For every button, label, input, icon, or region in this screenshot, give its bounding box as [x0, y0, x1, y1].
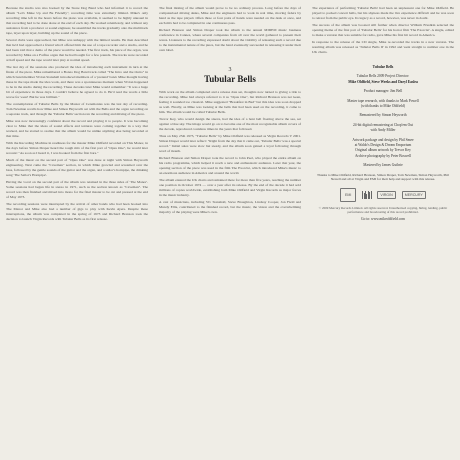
paragraph: Several clubs were approached, but Mike was unhappy with the limited results. He then described that he'd had approached a friend who'd offered him the use of a tape recorder and a studio, and he had been told that a demo of the piece would be needed. The first track, his piece of the organ, was recorded by Mike on a Farfisa organ that he had bought for a few pounds. The tracks were recorded at half speed and the tape would later play at normal speed.: [6, 37, 148, 62]
paragraph: The recording sessions were interrupted by the arrival of other bands who had been booked into The Manor and Mike also had a number of gigs to play with Kevin Ayers. Despite these interruptions, the album was completed in the spring of 1973 and Richard Branson took the decision to launch Virgin Records with Tubular Bells as its first release.: [6, 201, 148, 221]
credits-title: Tubular Bells: [372, 64, 394, 69]
credit-line: Master tape research, with thanks to Mark Powell: [347, 98, 419, 103]
barcode-icon: [362, 191, 371, 199]
chapter-title: Tubular Bells: [204, 73, 256, 84]
credit-line: with Andy Miller: [370, 128, 396, 133]
credit-line: Archive photography by Peter Boswell: [354, 153, 412, 158]
paragraph: Much of the music on the second part of "Opus One" was done at night with Simon Heyworth engineering. Next came the "Caveman" section, in which Mike growled and screamed over the bass, followed by the gentle sounds of the guitar and the organ, and a sailor's hornpipe, the drinking song 'The Sailor's Hornpipe'.: [6, 157, 148, 177]
paragraph: A cast of musicians, including Viv Stanshall, Steve Broughton, Lindsay Cooper, Jon Field and Mundy Ellis, contributed to the finished record, but the music, the vision and the overwhelming majority of the playing were Mike's own.: [159, 199, 301, 214]
paragraph: The contemplation of Tubular Bells by the Master of Ceremonies was the last day of recording. Tom Newman recalls how Mike and Simon Heyworth sat with the Bells and the organ recording on a separate track, and through the 'Tubular Bells' section ran the recording and mixing of the piece.: [6, 101, 148, 116]
label-logos: [312, 188, 454, 202]
credit-line: Tubular Bells 2009 Project Director:: [356, 74, 410, 79]
paragraph: The success of the album was boosted still further when director William Friedkin selected the opening theme of the first part of 'Tubular Bells' for his horror film 'The Exorcist'. A single, edited to make a version that was suitable for radio, gave Mike his first hit record in America.: [312, 23, 454, 37]
middle-column: [159, 6, 301, 452]
virgin-logo: VIRGIN: [377, 191, 395, 199]
copyright-text: © 2009 Mercury Records Limited. All rights reserved. Unauthorised copying, hiring, lending, public performance and broadcasting of this record prohibited.: [318, 205, 448, 215]
mercury-logo: MERCURY: [402, 191, 426, 199]
paragraph: The last day of the sessions also produced the idea of introducing each instrument in turn at the finale of the piece. Mike remembered a Bonzo Dog Band track called "The Intro and the Outro" in which band member Vivian Stanshall introduced members of a 'pretend' band. Mike thought having these in the tape made the idea work, and there was a spontaneous moment when Vivian happened to be in the studio during the recording. These decades later Mike would remember: "It was a huge bit of experience in those days. I couldn't believe he agreed to do it. He'd read the words a little worse for wear! But he was brilliant.": [6, 64, 148, 99]
chapter-number: 3: [228, 66, 232, 73]
right-column: [312, 6, 454, 452]
credit-line: Product manager: Jim Bell: [363, 89, 403, 94]
credit-line: Original album artwork by Trevor Key: [355, 148, 411, 153]
website-link[interactable]: Go to: www.mikeoldfield.com: [361, 217, 405, 222]
credit-line: Remastered by Simon Heyworth: [359, 113, 407, 118]
thanks-text: Thanks to Mike Oldfield, Richard Branson, Simon Draper, Tom Newman, Simon Heyworth, Phil Newell and all at Virgin and EMI for their help and support with this release.: [317, 172, 449, 182]
paragraph: With the Recording Machine in readiness for the master Mike Oldfield recorded on This Manor, in the days before Simon Draper heard the rough mix of the first part of "Opus One", he would later recount: "As soon as I heard it, I was hooked from the first bars.": [6, 140, 148, 155]
credit-line: 24-bit digital remastering at Chop'em Out: [352, 122, 414, 127]
credit-line: Mike Oldfield, Steve Weeks and Daryl Easlea: [348, 79, 418, 84]
paragraph: Richard Branson and Simon Draper took the record to John Peel, who played the entire album on his radio programme, which helped it reach a new and enthusiastic audience. Later that year, the opening section of the piece was used in the film The Exorcist, which introduced Mike's music to an enormous audience in America and around the world.: [159, 155, 301, 175]
credit-line: Mastered by James Guthrie: [363, 163, 403, 168]
paragraph: The experience of performing 'Tubular Bells' had been an unpleasant one for Mike Oldfield. He played to packed concert halls, but his shyness made the live experience difficult and he was soon to retreat from the public eye. Its legacy as a record, however, was never in doubt.: [312, 6, 454, 20]
paragraph: Because the studio was also booked by the Stone Dog Band who had informed it to record the album "Let's Make Up and Be Friendly", recording time was extremely limited. Mike's only recording time left in the hours before the piano was available, it seemed to be highly unusual in that recording had to be done alone at the end of each day. He worked relentlessly, and without any assistance from a producer or sound engineer, he assembled the tracks gradually onto the multitrack tape, layer upon layer, building up the sound of the piece.: [6, 6, 148, 35]
paragraph: Richard Branson and Simon Draper took the album to the annual MIDEM music business conference in Cannes, where several companies from all over the world gathered to present their wares. Listeners to the recording expressed doubt about the viability of releasing such a record due to the instrumental nature of the piece, but the band eventually succeeded in releasing it under their own label.: [159, 28, 301, 52]
paragraph: Thus on May 25th 1973, "Tubular Bells" by Mike Oldfield was released as Virgin Records V 2001. Simon Draper would later reflect: "Right from the day that it came out, 'Tubular Bells' was a special record." Initial sales were slow but steady, and the album soon gained a loyal following through word of mouth.: [159, 133, 301, 153]
credit-line: at Waldo's Design & Dream Emporium: [354, 143, 412, 148]
paragraph: Trevor Key, who would design the sleeve, had the idea of a bent bell floating above the sea, set against a blue sky. The image would go on to become one of the most recognisable album covers of the decade, reproduced countless times in the years that followed.: [159, 116, 301, 131]
left-column: [6, 6, 148, 452]
paragraph: Mike was now increasingly confident about the record and playing it to people. It was becoming clear to Mike that the ideas of sound effects and textures were coming together in a way that worked, and he started to realise that the album would be unlike anything else being recorded at that time.: [6, 118, 148, 138]
credit-line: (with thanks to Mike Oldfield): [360, 103, 406, 108]
paragraph: In response to the release of the CD single, Mike re-recorded the tracks in a new version. The resulting album was released as 'Tubular Bells II' in 1992 and went straight to number one in the UK charts.: [312, 40, 454, 54]
paragraph: Having the vocal on the second part of the album was retained in the three sides of 'The Manor'. Some sessions had begun life in stereo in 1971, such as the section known as "Caveman". The record was then finished and mixed into mono for the final master to be cut and pressed at the end of May 1973.: [6, 179, 148, 199]
emi-logo: EMI: [340, 188, 356, 202]
paragraph: The album entered the UK charts and remained there for more than five years, reaching the number one position in October 1974 — over a year after its release. By the end of the decade it had sold millions of copies worldwide, establishing both Mike Oldfield and Virgin Records as major forces in the music industry.: [159, 177, 301, 197]
paragraph: With work on the album completed and a release date set, thoughts now turned to giving a title to the recording. Mike had always referred to it as "Opus One", but Richard Branson was not keen, feeling it sounded too classical. Mike suggested "Breakfast in Bed" but this idea was soon dropped as well. Finally, as Mike was looking at the bells that had been used on the recording, it came to him. The album would be called Tubular Bells.: [159, 89, 301, 114]
paragraph: The final mixing of the album would prove to be no ordinary process. Long before the days of computerised mixing desks, Mike and the engineers had to work in real time, moving faders by hand as the tape played. Often three or four pairs of hands were needed on the desk at once, and each mix had to be completed in one continuous pass.: [159, 6, 301, 25]
credits-block: [312, 65, 454, 221]
credit-line: Artwork package and design by Phil Smee: [352, 137, 414, 142]
